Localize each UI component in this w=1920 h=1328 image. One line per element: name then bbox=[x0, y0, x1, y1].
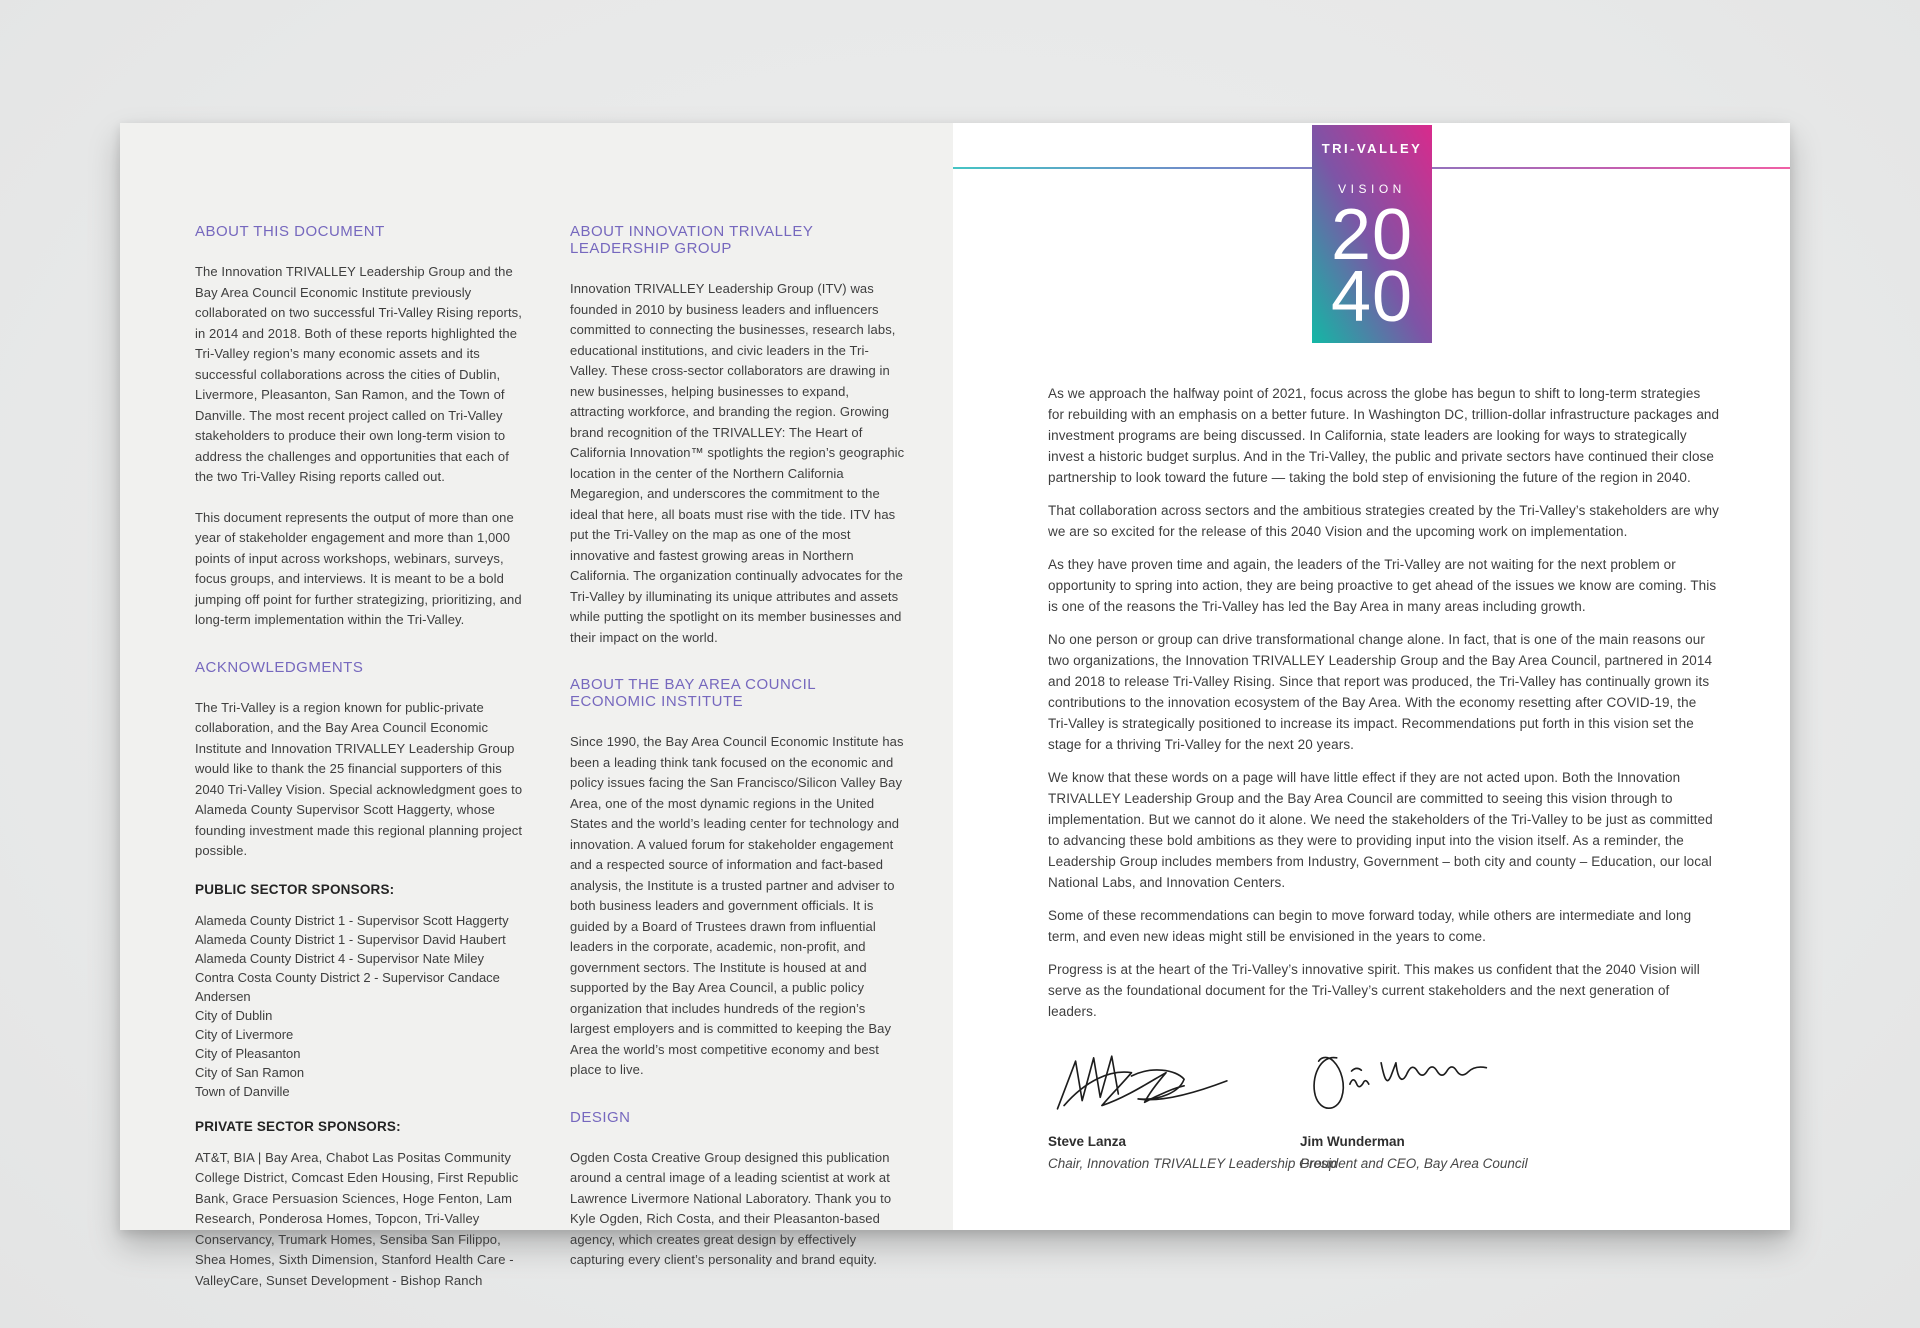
about-document-heading: ABOUT THIS DOCUMENT bbox=[195, 223, 385, 240]
about-itv-paragraph: Innovation TRIVALLEY Leadership Group (ITV) was founded in 2010 by business leaders and influencers committed to connecting the businesses, research labs, educational institutions, and civic leaders in the Tri-Valley. These cross-sector collaborators are drawing in new businesses, helping businesses to expand, attracting workforce, and branding the region. Growing brand recognition of the TRIVALLEY: The Heart of California Innovation™ spotlights the region’s geographic location in the center of the Northern California Megaregion, and underscores the commitment to the ideal that here, all boats must rise with the tide. ITV has put the Tri-Valley on the map as one of the most innovative and fastest growing areas in Northern California. The organization continually advocates for the Tri-Valley by illuminating its unique attributes and assets while putting the spotlight on its member businesses and their impact on the world. bbox=[570, 281, 905, 645]
signature-steve-lanza bbox=[1048, 1048, 1337, 1171]
public-sector-sponsor-list bbox=[195, 911, 530, 1101]
letter-paragraph-1: As we approach the halfway point of 2021, focus across the globe has begun to shift to long-term strategies for rebuilding with an emphasis on a better future. In Washington DC, trillion-dollar infrastructure packages and investment programs are being discussed. In California, state leaders are looking for ways to strategically invest a historic budget surplus. And in the Tri-Valley, the public and private sectors have continued their close partnership to look toward the future — taking the bold step of envisioning the future of the region in 2040. bbox=[1048, 386, 1720, 485]
steve-lanza-signature-icon bbox=[1048, 1048, 1238, 1122]
logo-vision-label: VISION bbox=[1338, 182, 1406, 196]
public-sector-sponsors-header: PUBLIC SECTOR SPONSORS: bbox=[195, 881, 395, 897]
sponsor-item: Alameda County District 1 - Supervisor Scott Haggerty bbox=[195, 912, 509, 928]
logo-year-bottom: 40 bbox=[1330, 257, 1414, 337]
design-heading: DESIGN bbox=[570, 1108, 631, 1126]
letter-paragraph-3: As they have proven time and again, the leaders of the Tri-Valley are not waiting for the next problem or opportunity to spring into action, they are being proactive to get ahead of the issues we know are coming. This is one of the reasons the Tri-Valley has led the Bay Area in many areas including growth. bbox=[1048, 557, 1717, 614]
about-itv-heading: ABOUT INNOVATION TRIVALLEY LEADERSHIP GROUP bbox=[570, 223, 814, 257]
logo-year bbox=[1312, 195, 1432, 337]
logo-trivalley-label: TRI-VALLEY bbox=[1321, 141, 1423, 156]
middle-column bbox=[570, 223, 905, 1267]
about-document-paragraph-1: The Innovation TRIVALLEY Leadership Group and the Bay Area Council Economic Institute previously collaborated on two successful Tri-Valley Rising reports, in 2014 and 2018. Both of these reports highlighted the Tri-Valley region’s many economic assets and its successful collaborations across the cities of Dublin, Livermore, Pleasanton, San Ramon, and the Town of Danville. The most recent project called on Tri-Valley stakeholders to produce their own long-term vision to address the challenges and opportunities that each of the two Tri-Valley Rising reports called out. bbox=[195, 264, 522, 484]
acknowledgments-heading: ACKNOWLEDGMENTS bbox=[195, 658, 364, 676]
sponsor-item: City of Pleasanton bbox=[195, 1045, 301, 1061]
private-sector-sponsors-header: PRIVATE SECTOR SPONSORS: bbox=[195, 1118, 401, 1134]
signature-block bbox=[1048, 1048, 1720, 1171]
about-document-paragraph-2: This document represents the output of more than one year of stakeholder engagement and more than 1,000 points of input across workshops, webinars, surveys, focus groups, and interviews. It is meant to be a bold jumping off point for further strategizing, prioritizing, and long-term implementation within the Tri-Valley. bbox=[195, 509, 522, 627]
sponsor-item: City of Dublin bbox=[195, 1007, 273, 1023]
document-spread bbox=[120, 123, 1790, 1288]
sponsor-item: Alameda County District 4 - Supervisor Nate Miley bbox=[195, 950, 484, 966]
about-bace-paragraph: Since 1990, the Bay Area Council Economic Institute has been a leading think tank focused on the economic and policy issues facing the San Francisco/Silicon Valley Bay Area, one of the most dynamic regions in the United States and the world’s leading center for technology and innovation. A valued forum for stakeholder engagement and a respected source of information and fact-based analysis, the Institute is a trusted partner and adviser to both business leaders and government officials. It is guided by a Board of Trustees drawn from influential leaders in the corporate, academic, non-profit, and government sectors. The Institute is housed at and supported by the Bay Area Council, a public policy organization that includes hundreds of the region’s largest employers and is committed to keeping the Bay Area the world’s most competitive economy and best place to live. bbox=[570, 734, 904, 1077]
acknowledgments-paragraph: The Tri-Valley is a region known for public-private collaboration, and the Bay Area Council Economic Institute and Innovation TRIVALLEY Leadership Group would like to thank the 25 financial supporters of this 2040 Tri-Valley Vision. Special acknowledgment goes to Alameda County Supervisor Scott Haggerty, whose founding investment made this regional planning project possible. bbox=[195, 699, 523, 858]
letter-body bbox=[1048, 383, 1720, 1022]
left-column bbox=[195, 223, 530, 1288]
sponsor-item: City of Livermore bbox=[195, 1026, 294, 1042]
right-page bbox=[953, 123, 1790, 1230]
letter-paragraph-6: Some of these recommendations can begin to move forward today, while others are intermediate and long term, and even new ideas might still be envisioned in the years to come. bbox=[1048, 908, 1692, 944]
signer-title: President and CEO, Bay Area Council bbox=[1300, 1156, 1528, 1171]
letter-paragraph-2: That collaboration across sectors and the ambitious strategies created by the Tri-Valley’s stakeholders are why we are so excited for the release of this 2040 Vision and the upcoming work on implementation. bbox=[1048, 503, 1719, 539]
letter-paragraph-5: We know that these words on a page will have little effect if they are not acted upon. Both the Innovation TRIVALLEY Leadership Group and the Bay Area Council are committed to seeing this vision through to implementation. But we cannot do it alone. We need the stakeholders of the Tri-Valley to be just as committed to advancing these bold ambitions as they were to providing input into the vision itself. As a reminder, the Leadership Group includes members from Industry, Government – both city and county – Education, our local National Labs, and Innovation Centers. bbox=[1048, 770, 1713, 890]
left-page bbox=[120, 123, 953, 1288]
sponsor-item: Town of Danville bbox=[195, 1083, 290, 1099]
signer-name: Steve Lanza bbox=[1048, 1134, 1127, 1149]
signer-title: Chair, Innovation TRIVALLEY Leadership Group bbox=[1048, 1156, 1337, 1171]
private-sector-sponsors-text: AT&T, BIA | Bay Area, Chabot Las Positas Community College District, Comcast Eden Housing, First Republic Bank, Grace Persuasion Sciences, Hoge Fenton, Lam Research, Ponderosa Homes, Topcon, Tri-Valley Conservancy, Trumark Homes, Sensiba San Filippo, Shea Homes, Sixth Dimension, Stanford Health Care - ValleyCare, Sunset Development - Bishop Ranch bbox=[195, 1149, 519, 1288]
letter-paragraph-4: No one person or group can drive transformational change alone. In fact, that is one of the main reasons our two organizations, the Innovation TRIVALLEY Leadership Group and the Bay Area Council, partnered in 2014 and 2018 to release Tri-Valley Rising. Since that report was produced, the Tri-Valley has continually grown its contributions to the innovation ecosystem of the Bay Area. With the economy resetting after COVID-19, the Tri-Valley is strategically positioned to increase its impact. Recommendations put forth in this vision set the stage for a thriving Tri-Valley for the next 20 years. bbox=[1048, 632, 1713, 752]
sponsor-item: City of San Ramon bbox=[195, 1064, 305, 1080]
logo-year-top: 20 bbox=[1330, 195, 1414, 275]
letter-paragraph-7: Progress is at the heart of the Tri-Valley’s innovative spirit. This makes us confident that the 2040 Vision will serve as the foundational document for the Tri-Valley’s current stakeholders and the next generation of leaders. bbox=[1048, 962, 1700, 1019]
about-bace-heading: ABOUT THE BAY AREA COUNCIL ECONOMIC INSTITUTE bbox=[570, 676, 816, 710]
tri-valley-vision-2040-logo bbox=[1312, 125, 1432, 343]
sponsor-item: Alameda County District 1 - Supervisor David Haubert bbox=[195, 931, 506, 947]
sponsor-item: Contra Costa County District 2 - Supervisor Candace Andersen bbox=[195, 969, 500, 1004]
signature-jim-wunderman bbox=[1300, 1048, 1720, 1171]
jim-wunderman-signature-icon bbox=[1300, 1048, 1505, 1122]
signer-name: Jim Wunderman bbox=[1300, 1134, 1405, 1149]
design-paragraph: Ogden Costa Creative Group designed this publication around a central image of a leading scientist at work at Lawrence Livermore National Laboratory. Thank you to Kyle Ogden, Rich Costa, and their Pleasanton-based agency, which creates great design by effectively capturing every client’s personality and brand equity. bbox=[570, 1149, 892, 1267]
